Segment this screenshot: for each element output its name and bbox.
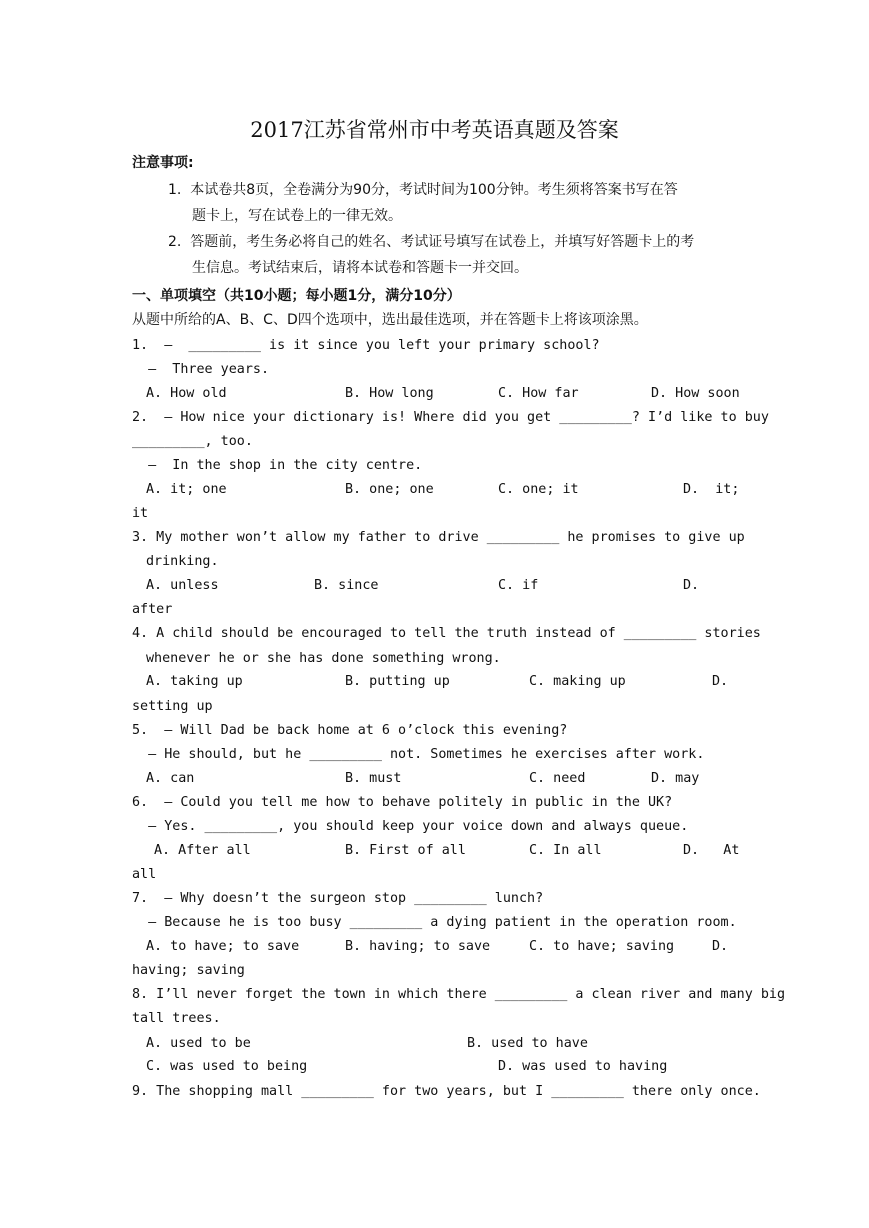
question-7-option-d: D. — [712, 939, 729, 954]
question-8-option-c: C. was used to being — [146, 1059, 308, 1074]
question-6-option-d: D. At — [683, 843, 740, 858]
question-6-option-d-wrap: all — [132, 867, 157, 882]
question-2-option-d-wrap: it — [132, 506, 149, 521]
question-9-line1: 9. The shopping mall _________ for two years, but I _________ there only once. — [132, 1084, 761, 1099]
question-8-option-a: A. used to be — [146, 1036, 251, 1051]
question-5-option-b: B. must — [345, 771, 402, 786]
question-1-line2: – Three years. — [132, 362, 270, 377]
question-6-option-c: C. In all — [529, 843, 602, 858]
question-4-line1: 4. A child should be encouraged to tell the truth instead of _________ stories — [132, 626, 761, 641]
question-7-option-d-wrap: having; saving — [132, 963, 245, 978]
page-title: 2017江苏省常州市中考英语真题及答案 — [250, 118, 619, 142]
question-3-line1: 3. My mother won’t allow my father to drive _________ he promises to give up — [132, 530, 745, 545]
question-7-line1: 7. – Why doesn’t the surgeon stop _________ lunch? — [132, 891, 544, 906]
question-3-option-d: D. — [683, 578, 700, 593]
question-2-option-d: D. it; — [683, 482, 740, 497]
question-4-option-d: D. — [712, 674, 729, 689]
question-3-option-b: B. since — [314, 578, 379, 593]
question-6-line1: 6. – Could you tell me how to behave politely in public in the UK? — [132, 795, 673, 810]
question-1-option-b: B. How long — [345, 386, 434, 401]
question-6-line2: – Yes. _________, you should keep your voice down and always queue. — [132, 819, 689, 834]
question-4-option-c: C. making up — [529, 674, 626, 689]
question-5-option-c: C. need — [529, 771, 586, 786]
question-3-line2: drinking. — [146, 554, 219, 569]
question-1-option-a: A. How old — [146, 386, 227, 401]
question-2-line1: 2. – How nice your dictionary is! Where did you get _________? I’d like to buy — [132, 410, 769, 425]
question-1-option-c: C. How far — [498, 386, 579, 401]
question-3-option-a: A. unless — [146, 578, 219, 593]
notice-item-2-line1: 2. 答题前，考生务必将自己的姓名、考试证号填写在试卷上，并填写好答题卡上的考 — [168, 234, 695, 250]
question-8-option-b: B. used to have — [467, 1036, 588, 1051]
question-2-option-c: C. one; it — [498, 482, 579, 497]
question-4-line2: whenever he or she has done something wrong. — [146, 651, 501, 666]
question-8-line2: tall trees. — [132, 1011, 221, 1026]
question-4-option-d-wrap: setting up — [132, 699, 213, 714]
notice-item-1-line2: 题卡上，写在试卷上的一律无效。 — [192, 208, 402, 224]
question-2-option-b: B. one; one — [345, 482, 434, 497]
question-7-option-b: B. having; to save — [345, 939, 491, 954]
question-3-option-c: C. if — [498, 578, 539, 593]
question-7-option-a: A. to have; to save — [146, 939, 300, 954]
notice-heading: 注意事项: — [132, 155, 194, 171]
question-2-line2: _________, too. — [132, 434, 253, 449]
notice-item-1-line1: 1. 本试卷共8页，全卷满分为90分，考试时间为100分钟。考生须将答案书写在答 — [168, 182, 678, 198]
question-4-option-b: B. putting up — [345, 674, 450, 689]
section-heading: 一、单项填空（共10小题；每小题1分，满分10分） — [132, 288, 461, 304]
question-6-option-b: B. First of all — [345, 843, 466, 858]
question-3-option-d-wrap: after — [132, 602, 173, 617]
question-1-line1: 1. – _________ is it since you left your primary school? — [132, 338, 600, 353]
question-4-option-a: A. taking up — [146, 674, 243, 689]
question-5-option-d: D. may — [651, 771, 700, 786]
question-5-line2: – He should, but he _________ not. Sometimes he exercises after work. — [132, 747, 705, 762]
notice-item-2-line2: 生信息。考试结束后，请将本试卷和答题卡一并交回。 — [192, 260, 528, 276]
question-6-option-a: A. After all — [154, 843, 251, 858]
question-7-option-c: C. to have; saving — [529, 939, 675, 954]
question-5-option-a: A. can — [146, 771, 195, 786]
question-7-line2: – Because he is too busy _________ a dying patient in the operation room. — [132, 915, 737, 930]
question-8-option-d: D. was used to having — [498, 1059, 668, 1074]
question-1-option-d: D. How soon — [651, 386, 740, 401]
question-2-option-a: A. it; one — [146, 482, 227, 497]
section-instruction: 从题中所给的A、B、C、D四个选项中，选出最佳选项，并在答题卡上将该项涂黑。 — [132, 312, 648, 328]
question-5-line1: 5. – Will Dad be back home at 6 o’clock this evening? — [132, 723, 568, 738]
question-2-line3: – In the shop in the city centre. — [132, 458, 423, 473]
question-8-line1: 8. I’ll never forget the town in which there _________ a clean river and many big — [132, 987, 786, 1002]
